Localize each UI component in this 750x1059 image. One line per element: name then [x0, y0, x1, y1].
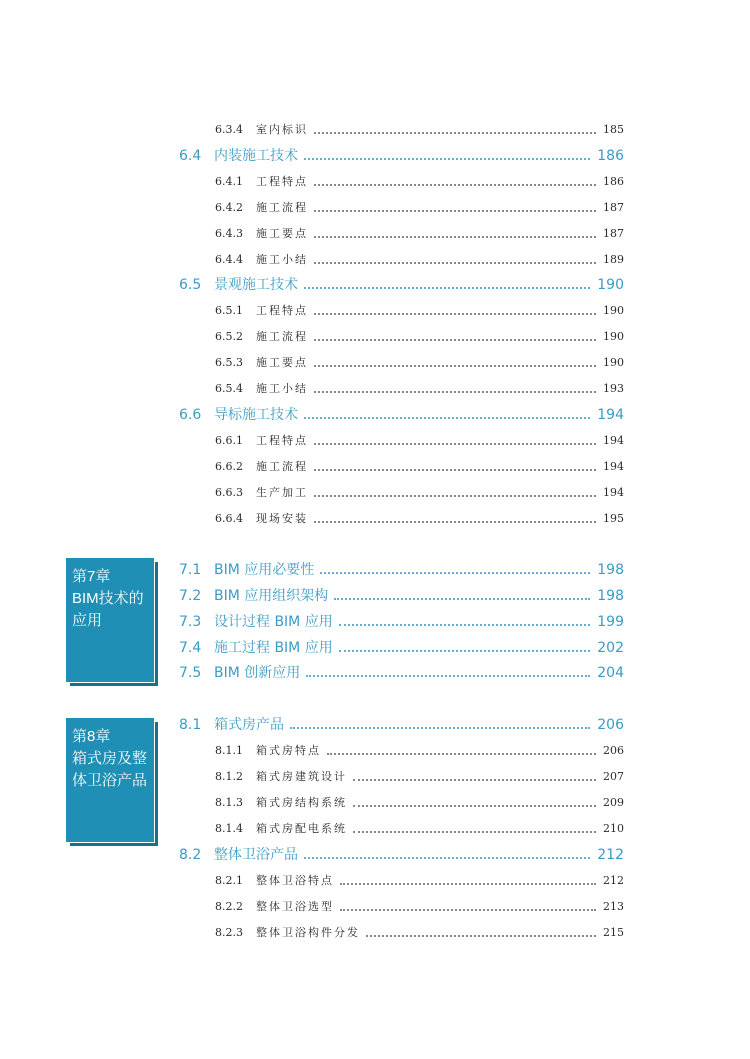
toc-subsection-entry — [0, 249, 750, 271]
toc-entry-title: 设计过程 BIM 应用 — [214, 614, 333, 630]
toc-leader-dots — [314, 131, 596, 134]
toc-leader-dots — [290, 726, 590, 729]
toc-entry-page: 215 — [603, 926, 624, 939]
toc-entry-title: 施工小结 — [256, 253, 308, 266]
toc-entry-page: 212 — [603, 874, 624, 887]
toc-entry-number: 8.1.1 — [215, 744, 243, 757]
toc-subsection-entry — [0, 922, 750, 944]
chapter-8-title-line-2: 体卫浴产品 — [72, 772, 148, 789]
toc-entry-number: 7.3 — [179, 614, 202, 630]
toc-entry-number: 6.5.4 — [215, 382, 243, 395]
toc-entry-page: 194 — [597, 407, 624, 423]
toc-subsection-entry — [0, 456, 750, 478]
toc-entry-title: 施工过程 BIM 应用 — [214, 640, 333, 656]
toc-section-entry — [0, 274, 750, 296]
toc-entry-title: 现场安装 — [256, 512, 308, 525]
toc-leader-dots — [304, 416, 590, 419]
toc-entry-page: 198 — [597, 562, 624, 578]
toc-entry-title: 整体卫浴构件分发 — [256, 926, 360, 939]
toc-entry-number: 8.1.2 — [215, 770, 243, 783]
toc-entry-number: 7.4 — [179, 640, 202, 656]
toc-entry-page: 194 — [603, 486, 624, 499]
toc-leader-dots — [314, 183, 596, 186]
toc-entry-page: 207 — [603, 770, 624, 783]
toc-entry-number: 8.1 — [179, 717, 202, 733]
toc-entry-page: 190 — [597, 277, 624, 293]
toc-leader-dots — [314, 338, 596, 341]
toc-entry-title: 箱式房配电系统 — [256, 822, 347, 835]
toc-leader-dots — [314, 390, 596, 393]
toc-section-entry — [0, 404, 750, 426]
toc-leader-dots — [314, 261, 596, 264]
toc-entry-page: 194 — [603, 460, 624, 473]
toc-entry-number: 8.2 — [179, 847, 202, 863]
toc-entry-title: 室内标识 — [256, 123, 308, 136]
toc-entry-title: 工程特点 — [256, 434, 308, 447]
toc-leader-dots — [334, 597, 590, 600]
toc-subsection-entry — [0, 896, 750, 918]
toc-entry-number: 6.6 — [179, 407, 202, 423]
toc-entry-number: 8.1.3 — [215, 796, 243, 809]
toc-entry-number: 8.2.2 — [215, 900, 243, 913]
toc-entry-number: 7.1 — [179, 562, 202, 578]
chapter-7-tab — [66, 558, 154, 682]
toc-entry-title: 施工要点 — [256, 356, 308, 369]
toc-entry-page: 189 — [603, 253, 624, 266]
toc-entry-title: 施工小结 — [256, 382, 308, 395]
toc-entry-title: 导标施工技术 — [214, 407, 298, 423]
toc-leader-dots — [314, 494, 596, 497]
toc-entry-page: 206 — [597, 717, 624, 733]
toc-entry-title: 整体卫浴选型 — [256, 900, 334, 913]
toc-entry-page: 190 — [603, 330, 624, 343]
toc-entry-number: 6.4.1 — [215, 175, 243, 188]
toc-entry-title: BIM 创新应用 — [214, 665, 301, 681]
toc-leader-dots — [366, 934, 596, 937]
toc-entry-title: 工程特点 — [256, 304, 308, 317]
toc-leader-dots — [339, 623, 590, 626]
toc-entry-title: 工程特点 — [256, 175, 308, 188]
toc-entry-title: 箱式房产品 — [214, 717, 284, 733]
toc-leader-dots — [340, 908, 596, 911]
toc-entry-page: 210 — [603, 822, 624, 835]
toc-subsection-entry — [0, 482, 750, 504]
toc-entry-title: 箱式房建筑设计 — [256, 770, 347, 783]
toc-leader-dots — [306, 674, 590, 677]
toc-entry-page: 195 — [603, 512, 624, 525]
toc-entry-page: 187 — [603, 227, 624, 240]
toc-entry-page: 190 — [603, 356, 624, 369]
toc-entry-page: 193 — [603, 382, 624, 395]
toc-section-entry — [0, 145, 750, 167]
toc-entry-page: 186 — [603, 175, 624, 188]
toc-leader-dots — [314, 235, 596, 238]
toc-entry-title: 景观施工技术 — [214, 277, 298, 293]
toc-leader-dots — [339, 649, 590, 652]
toc-subsection-entry — [0, 326, 750, 348]
toc-leader-dots — [314, 442, 596, 445]
toc-entry-number: 6.5 — [179, 277, 202, 293]
toc-entry-page: 185 — [603, 123, 624, 136]
toc-entry-page: 213 — [603, 900, 624, 913]
chapter-7-number: 第7章 — [72, 568, 111, 585]
toc-entry-title: 施工流程 — [256, 460, 308, 473]
toc-leader-dots — [314, 209, 596, 212]
toc-subsection-entry — [0, 300, 750, 322]
toc-entry-page: 204 — [597, 665, 624, 681]
toc-entry-page: 190 — [603, 304, 624, 317]
chapter-8-number: 第8章 — [72, 728, 111, 745]
toc-entry-number: 6.4.2 — [215, 201, 243, 214]
toc-entry-title: BIM 应用组织架构 — [214, 588, 329, 604]
toc-entry-title: 生产加工 — [256, 486, 308, 499]
toc-entry-title: 施工要点 — [256, 227, 308, 240]
toc-subsection-entry — [0, 508, 750, 530]
toc-entry-number: 6.4.4 — [215, 253, 243, 266]
toc-entry-number: 7.2 — [179, 588, 202, 604]
toc-section-entry — [0, 844, 750, 866]
toc-entry-number: 8.2.3 — [215, 926, 243, 939]
toc-entry-page: 202 — [597, 640, 624, 656]
toc-entry-title: 施工流程 — [256, 330, 308, 343]
toc-entry-number: 6.4 — [179, 148, 202, 164]
toc-entry-number: 6.4.3 — [215, 227, 243, 240]
toc-subsection-entry — [0, 197, 750, 219]
toc-entry-number: 8.2.1 — [215, 874, 243, 887]
toc-subsection-entry — [0, 378, 750, 400]
toc-leader-dots — [304, 157, 590, 160]
toc-entry-number: 6.3.4 — [215, 123, 243, 136]
toc-leader-dots — [353, 778, 596, 781]
toc-leader-dots — [314, 364, 596, 367]
toc-leader-dots — [353, 804, 596, 807]
toc-leader-dots — [304, 856, 590, 859]
toc-entry-page: 194 — [603, 434, 624, 447]
toc-entry-page: 187 — [603, 201, 624, 214]
toc-leader-dots — [314, 468, 596, 471]
chapter-7-title-line-2: 应用 — [72, 612, 103, 629]
toc-entry-title: 内装施工技术 — [214, 148, 298, 164]
toc-entry-title: BIM 应用必要性 — [214, 562, 315, 578]
toc-subsection-entry — [0, 352, 750, 374]
toc-entry-number: 6.6.1 — [215, 434, 243, 447]
toc-subsection-entry — [0, 870, 750, 892]
toc-entry-number: 6.5.1 — [215, 304, 243, 317]
toc-entry-title: 整体卫浴产品 — [214, 847, 298, 863]
toc-entry-page: 199 — [597, 614, 624, 630]
toc-entry-title: 箱式房特点 — [256, 744, 321, 757]
toc-entry-title: 施工流程 — [256, 201, 308, 214]
toc-leader-dots — [353, 830, 596, 833]
toc-entry-page: 198 — [597, 588, 624, 604]
toc-entry-number: 8.1.4 — [215, 822, 243, 835]
toc-entry-title: 整体卫浴特点 — [256, 874, 334, 887]
toc-entry-number: 6.6.2 — [215, 460, 243, 473]
toc-subsection-entry — [0, 171, 750, 193]
chapter-7-title-line-1: BIM技术的 — [72, 590, 144, 607]
toc-subsection-entry — [0, 223, 750, 245]
toc-entry-page: 186 — [597, 148, 624, 164]
toc-entry-number: 7.5 — [179, 665, 202, 681]
chapter-8-title-line-1: 箱式房及整 — [72, 750, 148, 767]
toc-leader-dots — [327, 752, 596, 755]
toc-entry-number: 6.6.3 — [215, 486, 243, 499]
toc-entry-page: 212 — [597, 847, 624, 863]
toc-entry-title: 箱式房结构系统 — [256, 796, 347, 809]
toc-leader-dots — [314, 312, 596, 315]
toc-entry-page: 206 — [603, 744, 624, 757]
toc-entry-number: 6.6.4 — [215, 512, 243, 525]
toc-entry-number: 6.5.2 — [215, 330, 243, 343]
toc-leader-dots — [314, 520, 596, 523]
toc-leader-dots — [320, 571, 590, 574]
toc-entry-page: 209 — [603, 796, 624, 809]
toc-subsection-entry — [0, 430, 750, 452]
toc-leader-dots — [304, 286, 590, 289]
toc-leader-dots — [340, 882, 596, 885]
chapter-8-tab — [66, 718, 154, 842]
toc-entry-number: 6.5.3 — [215, 356, 243, 369]
toc-subsection-entry — [0, 119, 750, 141]
